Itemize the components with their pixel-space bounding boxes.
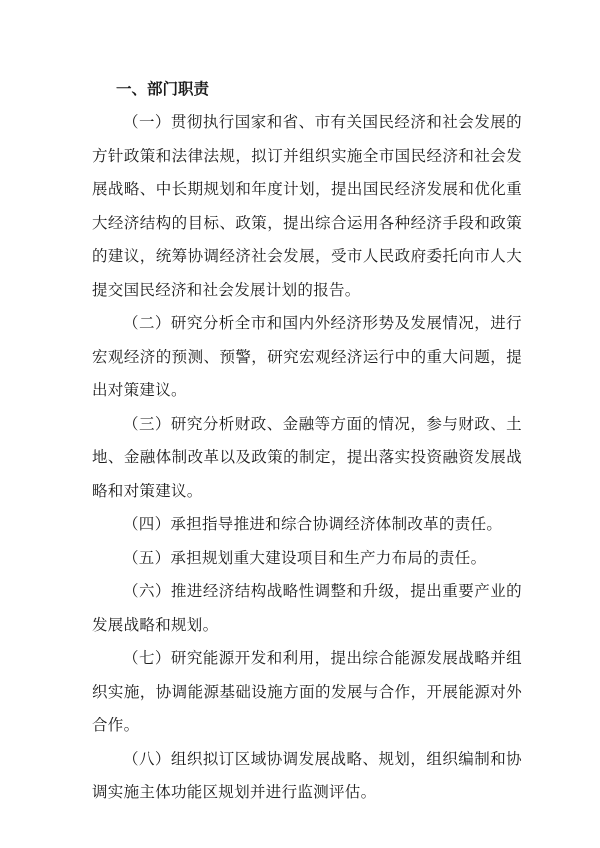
paragraph-duty-7: （七）研究能源开发和利用，提出综合能源发展战略并组织实施，协调能源基础设施方面的发展与合作，开展能源对外合作。 <box>92 649 522 734</box>
paragraph-duty-6: （六）推进经济结构战略性调整和升级，提出重要产业的发展战略和规划。 <box>92 582 522 634</box>
paragraph-duty-1: （一）贯彻执行国家和省、市有关国民经济和社会发展的方针政策和法律法规，拟订并组织实施全市国民经济和社会发展战略、中长期规划和年度计划，提出国民经济发展和优化重大经济结构的目标、政策，提出综合运用各种经济手段和政策的建议，统筹协调经济社会发展，受市人民政府委托向市人大提交国民经济和社会发展计划的报告。 <box>92 113 522 299</box>
section-heading: 一、部门职责 <box>116 80 210 98</box>
paragraph-duty-4: （四）承担指导推进和综合协调经济体制改革的责任。 <box>123 515 503 533</box>
paragraph-duty-3: （三）研究分析财政、金融等方面的情况，参与财政、土地、金融体制改革以及政策的制定，提出落实投资融资发展战略和对策建议。 <box>92 414 522 500</box>
paragraph-duty-2: （二）研究分析全市和国内外经济形势及发展情况，进行宏观经济的预测、预警，研究宏观经济运行中的重大问题，提出对策建议。 <box>92 314 522 399</box>
document-page <box>92 72 522 810</box>
paragraph-duty-8: （八）组织拟订区域协调发展战略、规划，组织编制和协调实施主体功能区规划并进行监测评估。 <box>92 749 522 801</box>
paragraph-duty-5: （五）承担规划重大建设项目和生产力布局的责任。 <box>123 548 487 567</box>
